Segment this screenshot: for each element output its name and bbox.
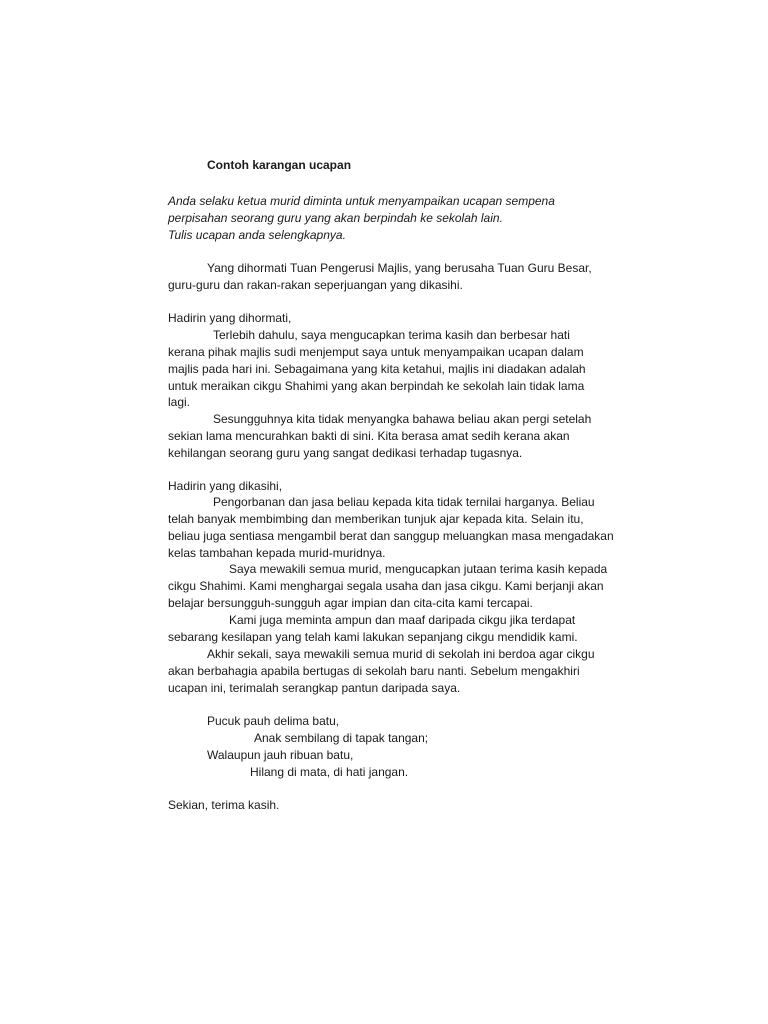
pantun-line: Pucuk pauh delima batu, bbox=[207, 714, 340, 728]
paragraph-line: untuk meraikan cikgu Shahimi yang akan berpindah ke sekolah lain tidak lama bbox=[168, 379, 585, 393]
pantun-line: Hilang di mata, di hati jangan. bbox=[250, 765, 409, 779]
paragraph-line: Kami juga meminta ampun dan maaf daripada cikgu jika terdapat bbox=[229, 613, 576, 627]
instruction-line: perpisahan seorang guru yang akan berpindah ke sekolah lain. bbox=[168, 211, 503, 225]
closing-line: Sekian, terima kasih. bbox=[168, 798, 280, 812]
paragraph-line: kelas tambahan kepada murid-muridnya. bbox=[168, 546, 386, 560]
paragraph-line: Sesungguhnya kita tidak menyangka bahawa beliau akan pergi setelah bbox=[213, 412, 592, 426]
instruction-line: Tulis ucapan anda selengkapnya. bbox=[168, 228, 346, 242]
salutation: Hadirin yang dikasihi, bbox=[168, 479, 283, 493]
paragraph-line: Pengorbanan dan jasa beliau kepada kita tidak ternilai harganya. Beliau bbox=[213, 495, 595, 509]
instruction-line: Anda selaku ketua murid diminta untuk menyampaikan ucapan sempena bbox=[168, 194, 555, 208]
paragraph-line: Terlebih dahulu, saya mengucapkan terima kasih dan berbesar hati bbox=[213, 328, 570, 342]
paragraph-line: guru-guru dan rakan-rakan seperjuangan yang dikasihi. bbox=[168, 278, 463, 292]
paragraph-line: akan berbahagia apabila bertugas di sekolah baru nanti. Sebelum mengakhiri bbox=[168, 664, 580, 678]
paragraph-line: sebarang kesilapan yang telah kami lakukan sepanjang cikgu mendidik kami. bbox=[168, 630, 578, 644]
paragraph-line: belajar bersungguh-sungguh agar impian dan cita-cita kami tercapai. bbox=[168, 596, 533, 610]
salutation: Hadirin yang dihormati, bbox=[168, 311, 292, 325]
paragraph-line: ucapan ini, terimalah serangkap pantun daripada saya. bbox=[168, 681, 461, 695]
pantun-line: Anak sembilang di tapak tangan; bbox=[254, 731, 429, 745]
paragraph-line: cikgu Shahimi. Kami menghargai segala usaha dan jasa cikgu. Kami berjanji akan bbox=[168, 579, 604, 593]
document-title: Contoh karangan ucapan bbox=[207, 158, 352, 172]
paragraph-line: majlis pada hari ini. Sebagaimana yang kita ketahui, majlis ini diadakan adalah bbox=[168, 362, 586, 376]
paragraph-line: Akhir sekali, saya mewakili semua murid di sekolah ini berdoa agar cikgu bbox=[207, 647, 595, 661]
paragraph-line: kehilangan seorang guru yang sangat dedikasi terhadap tugasnya. bbox=[168, 446, 523, 460]
paragraph-line: lagi. bbox=[168, 395, 191, 409]
paragraph-line: Saya mewakili semua murid, mengucapkan jutaan terima kasih kepada bbox=[229, 562, 608, 576]
paragraph-line: kerana pihak majlis sudi menjemput saya untuk menyampaikan ucapan dalam bbox=[168, 345, 584, 359]
paragraph-line: sekian lama mencurahkan bakti di sini. Kita berasa amat sedih kerana akan bbox=[168, 429, 570, 443]
pantun-line: Walaupun jauh ribuan batu, bbox=[207, 748, 354, 762]
paragraph-line: Yang dihormati Tuan Pengerusi Majlis, yang berusaha Tuan Guru Besar, bbox=[207, 261, 592, 275]
paragraph-line: beliau juga sentiasa mengambil berat dan sanggup meluangkan masa mengadakan bbox=[168, 529, 614, 543]
paragraph-line: telah banyak membimbing dan memberikan tunjuk ajar kepada kita. Selain itu, bbox=[168, 512, 584, 526]
